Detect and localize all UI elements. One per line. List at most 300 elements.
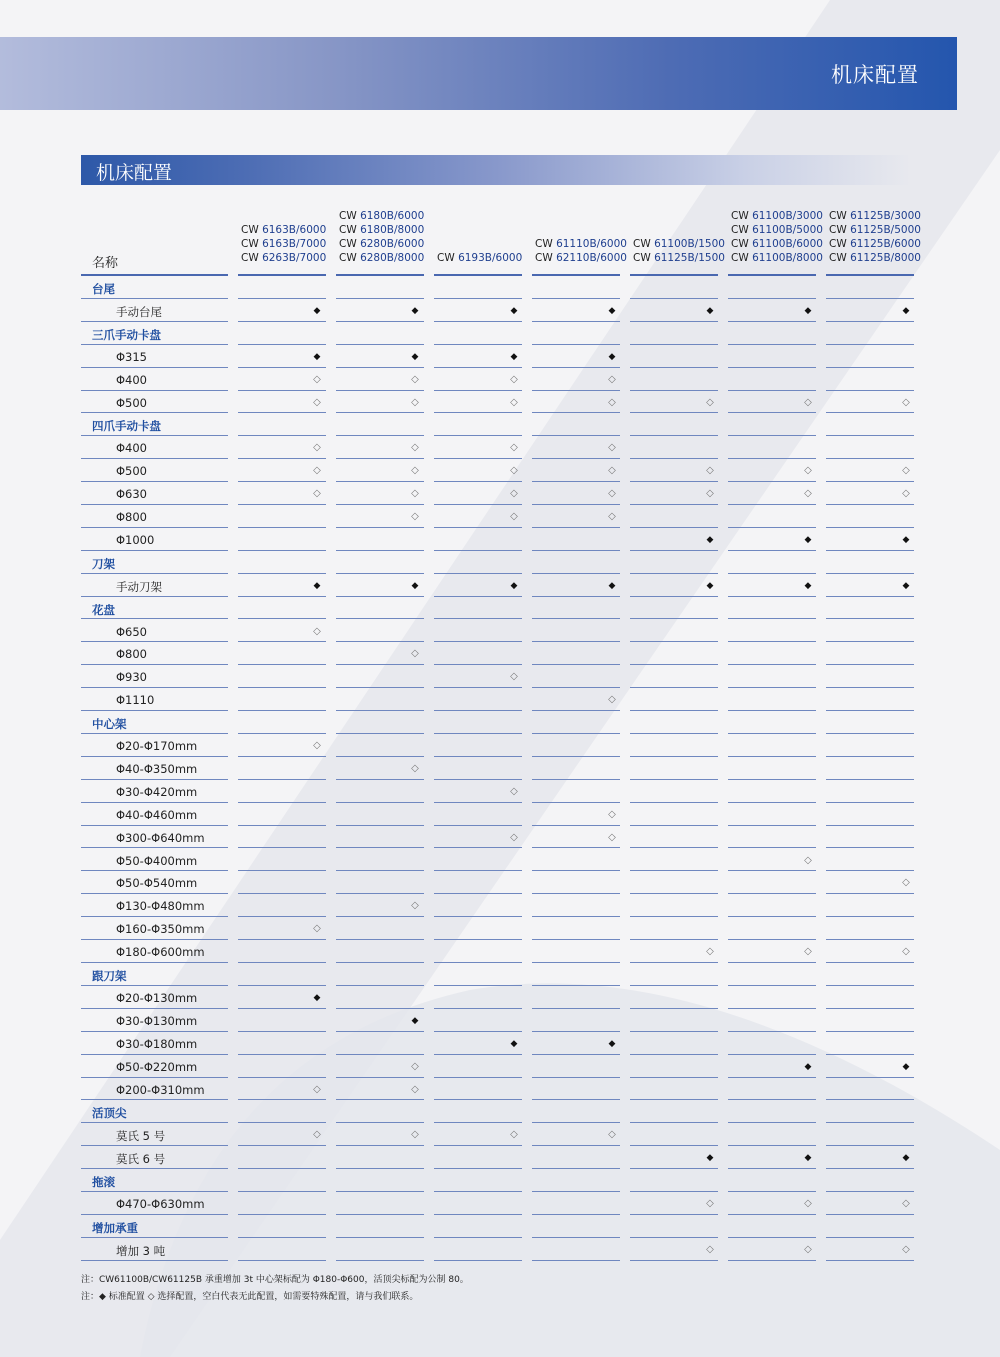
row-divider xyxy=(532,527,620,528)
row-divider xyxy=(728,779,816,780)
row-divider xyxy=(434,870,522,871)
row-divider xyxy=(532,596,620,597)
row-divider xyxy=(434,435,522,436)
row-divider xyxy=(81,596,228,597)
row-divider xyxy=(532,825,620,826)
row-divider xyxy=(81,641,228,642)
row-divider xyxy=(434,527,522,528)
category-label: 跟刀架 xyxy=(92,969,127,983)
row-divider xyxy=(81,870,228,871)
item-label: Φ650 xyxy=(116,624,148,639)
standard-mark: ◆ xyxy=(510,1038,518,1049)
optional-mark: ◇ xyxy=(608,442,616,454)
row-divider xyxy=(238,1191,326,1192)
row-divider xyxy=(81,985,228,986)
optional-mark: ◇ xyxy=(411,373,419,385)
optional-mark: ◇ xyxy=(313,396,321,408)
column-header-2 xyxy=(339,209,424,265)
row-divider xyxy=(238,481,326,482)
model-name: CW 61100B/6000 xyxy=(731,238,823,250)
column-header-7 xyxy=(829,209,921,265)
model-name: CW 61100B/8000 xyxy=(731,252,823,264)
row-divider xyxy=(81,1237,228,1238)
row-divider xyxy=(728,573,816,574)
optional-mark: ◇ xyxy=(411,648,419,660)
row-divider xyxy=(238,1145,326,1146)
header-divider xyxy=(826,274,914,276)
row-divider xyxy=(826,321,914,322)
standard-mark: ◆ xyxy=(706,305,714,316)
row-divider xyxy=(81,939,228,940)
row-divider xyxy=(630,1237,718,1238)
standard-mark: ◆ xyxy=(608,305,616,316)
standard-mark: ◆ xyxy=(608,1038,616,1049)
row-divider xyxy=(238,1008,326,1009)
header-divider xyxy=(238,274,326,276)
row-divider xyxy=(728,733,816,734)
item-label: 增加 3 吨 xyxy=(116,1243,166,1258)
model-name: CW 6163B/7000 xyxy=(241,238,327,250)
row-divider xyxy=(728,298,816,299)
row-divider xyxy=(630,687,718,688)
row-divider xyxy=(826,916,914,917)
row-divider xyxy=(238,367,326,368)
optional-mark: ◇ xyxy=(608,373,616,385)
row-divider xyxy=(532,710,620,711)
row-divider xyxy=(630,870,718,871)
row-divider xyxy=(728,1031,816,1032)
row-divider xyxy=(238,825,326,826)
row-divider xyxy=(81,1008,228,1009)
row-divider xyxy=(728,870,816,871)
row-divider xyxy=(238,298,326,299)
row-divider xyxy=(532,733,620,734)
standard-mark: ◆ xyxy=(804,1061,812,1072)
column-header-6 xyxy=(731,209,823,265)
standard-mark: ◆ xyxy=(608,580,616,591)
row-divider xyxy=(826,893,914,894)
item-label: Φ180-Φ600mm xyxy=(116,945,205,960)
optional-mark: ◇ xyxy=(804,465,812,477)
standard-mark: ◆ xyxy=(902,1153,910,1164)
row-divider xyxy=(81,756,228,757)
row-divider xyxy=(532,344,620,345)
row-divider xyxy=(532,390,620,391)
row-divider xyxy=(728,435,816,436)
row-divider xyxy=(532,1145,620,1146)
optional-mark: ◇ xyxy=(411,465,419,477)
row-divider xyxy=(336,1054,424,1055)
model-name: CW 61125B/6000 xyxy=(829,238,921,250)
standard-mark: ◆ xyxy=(411,1015,419,1026)
optional-mark: ◇ xyxy=(510,442,518,454)
row-divider xyxy=(434,710,522,711)
standard-mark: ◆ xyxy=(313,992,321,1003)
row-divider xyxy=(532,779,620,780)
row-divider xyxy=(238,527,326,528)
row-divider xyxy=(532,504,620,505)
row-divider xyxy=(728,321,816,322)
row-divider xyxy=(336,916,424,917)
standard-mark: ◆ xyxy=(804,580,812,591)
row-divider xyxy=(434,985,522,986)
row-divider xyxy=(238,1214,326,1215)
row-divider xyxy=(336,962,424,963)
row-divider xyxy=(826,435,914,436)
optional-mark: ◇ xyxy=(706,946,714,958)
row-divider xyxy=(336,1077,424,1078)
row-divider xyxy=(826,1008,914,1009)
row-divider xyxy=(434,1122,522,1123)
standard-mark: ◆ xyxy=(902,305,910,316)
row-divider xyxy=(81,664,228,665)
row-divider xyxy=(630,847,718,848)
row-divider xyxy=(728,1122,816,1123)
row-divider xyxy=(826,504,914,505)
row-divider xyxy=(434,1168,522,1169)
row-divider xyxy=(434,412,522,413)
item-label: Φ400 xyxy=(116,372,148,387)
header-divider xyxy=(532,274,620,276)
row-divider xyxy=(238,504,326,505)
row-divider xyxy=(336,481,424,482)
row-divider xyxy=(532,1054,620,1055)
footnote: 注：CW61100B/CW61125B 承重增加 3t 中心架标配为 Φ180-Φ600，活顶尖标配为公制 80。 xyxy=(81,1275,469,1285)
row-divider xyxy=(728,618,816,619)
row-divider xyxy=(336,1145,424,1146)
category-label: 活顶尖 xyxy=(92,1106,127,1121)
row-divider xyxy=(336,710,424,711)
row-divider xyxy=(238,618,326,619)
item-label: Φ50-Φ540mm xyxy=(116,876,198,891)
optional-mark: ◇ xyxy=(804,946,812,958)
optional-mark: ◇ xyxy=(608,511,616,522)
row-divider xyxy=(826,573,914,574)
standard-mark: ◆ xyxy=(411,580,419,591)
row-divider xyxy=(630,1168,718,1169)
row-divider xyxy=(434,1054,522,1055)
row-divider xyxy=(81,527,228,528)
row-divider xyxy=(532,1031,620,1032)
item-label: Φ40-Φ460mm xyxy=(116,807,198,822)
row-divider xyxy=(81,1031,228,1032)
item-label: Φ200-Φ310mm xyxy=(116,1082,205,1097)
row-divider xyxy=(336,504,424,505)
row-divider xyxy=(238,733,326,734)
row-divider xyxy=(532,367,620,368)
row-divider xyxy=(630,1031,718,1032)
row-divider xyxy=(434,847,522,848)
optional-mark: ◇ xyxy=(706,1243,714,1255)
model-name: CW 6163B/6000 xyxy=(241,224,327,236)
optional-mark: ◇ xyxy=(608,694,616,706)
row-divider xyxy=(336,527,424,528)
model-name: CW 61125B/1500 xyxy=(633,252,725,264)
row-divider xyxy=(630,779,718,780)
row-divider xyxy=(81,550,228,551)
row-divider xyxy=(434,458,522,459)
row-divider xyxy=(336,573,424,574)
row-divider xyxy=(434,481,522,482)
row-divider xyxy=(532,802,620,803)
optional-mark: ◇ xyxy=(608,808,616,820)
row-divider xyxy=(336,1214,424,1215)
row-divider xyxy=(728,1145,816,1146)
row-divider xyxy=(630,390,718,391)
row-divider xyxy=(630,756,718,757)
item-label: Φ500 xyxy=(116,395,148,410)
model-name: CW 61100B/3000 xyxy=(731,210,823,222)
row-divider xyxy=(238,1099,326,1100)
row-divider xyxy=(826,870,914,871)
standard-mark: ◆ xyxy=(902,534,910,545)
row-divider xyxy=(532,847,620,848)
row-divider xyxy=(81,779,228,780)
row-divider xyxy=(434,825,522,826)
row-divider xyxy=(336,985,424,986)
row-divider xyxy=(630,458,718,459)
optional-mark: ◇ xyxy=(902,1243,910,1255)
row-divider xyxy=(336,641,424,642)
section-title: 机床配置 xyxy=(96,162,173,184)
row-divider xyxy=(336,893,424,894)
optional-mark: ◇ xyxy=(902,465,910,477)
category-label: 三爪手动卡盘 xyxy=(92,327,161,342)
standard-mark: ◆ xyxy=(313,351,321,362)
row-divider xyxy=(434,550,522,551)
row-divider xyxy=(434,779,522,780)
item-label: Φ500 xyxy=(116,464,148,479)
row-divider xyxy=(532,1237,620,1238)
optional-mark: ◇ xyxy=(706,396,714,408)
optional-mark: ◇ xyxy=(804,1198,812,1209)
row-divider xyxy=(728,893,816,894)
row-divider xyxy=(630,893,718,894)
row-divider xyxy=(826,733,914,734)
row-divider xyxy=(434,1077,522,1078)
row-divider xyxy=(81,1214,228,1215)
row-divider xyxy=(532,1008,620,1009)
row-divider xyxy=(238,390,326,391)
row-divider xyxy=(238,641,326,642)
row-divider xyxy=(728,962,816,963)
row-divider xyxy=(728,1008,816,1009)
row-divider xyxy=(630,573,718,574)
standard-mark: ◆ xyxy=(902,1061,910,1072)
standard-mark: ◆ xyxy=(804,1153,812,1164)
item-label: Φ630 xyxy=(116,487,148,502)
row-divider xyxy=(434,916,522,917)
category-label: 四爪手动卡盘 xyxy=(92,419,161,434)
optional-mark: ◇ xyxy=(510,831,518,843)
optional-mark: ◇ xyxy=(608,1129,616,1141)
row-divider xyxy=(826,390,914,391)
item-label: 莫氏 6 号 xyxy=(116,1152,166,1167)
row-divider xyxy=(238,1031,326,1032)
row-divider xyxy=(238,1122,326,1123)
row-divider xyxy=(434,687,522,688)
row-divider xyxy=(826,756,914,757)
optional-mark: ◇ xyxy=(411,900,419,912)
row-divider xyxy=(728,1168,816,1169)
row-divider xyxy=(336,939,424,940)
row-divider xyxy=(826,298,914,299)
row-divider xyxy=(630,985,718,986)
row-divider xyxy=(81,458,228,459)
row-divider xyxy=(728,641,816,642)
standard-mark: ◆ xyxy=(706,1153,714,1164)
item-label: Φ315 xyxy=(116,349,148,364)
row-divider xyxy=(434,1237,522,1238)
row-divider xyxy=(81,1145,228,1146)
optional-mark: ◇ xyxy=(313,488,321,500)
row-divider xyxy=(826,687,914,688)
row-divider xyxy=(434,1031,522,1032)
row-divider xyxy=(826,458,914,459)
row-divider xyxy=(630,1191,718,1192)
row-divider xyxy=(238,779,326,780)
optional-mark: ◇ xyxy=(411,1129,419,1141)
row-divider xyxy=(434,1145,522,1146)
row-divider xyxy=(826,1031,914,1032)
item-label: Φ930 xyxy=(116,670,148,685)
row-divider xyxy=(434,962,522,963)
row-divider xyxy=(630,618,718,619)
row-divider xyxy=(238,1077,326,1078)
row-divider xyxy=(336,1031,424,1032)
row-divider xyxy=(434,1260,522,1261)
category-label: 拖滚 xyxy=(92,1175,115,1190)
optional-mark: ◇ xyxy=(804,1243,812,1255)
row-divider xyxy=(630,1122,718,1123)
row-divider xyxy=(728,550,816,551)
model-name: CW 6180B/8000 xyxy=(339,224,425,236)
row-divider xyxy=(434,344,522,345)
row-divider xyxy=(434,573,522,574)
row-divider xyxy=(81,1077,228,1078)
row-divider xyxy=(728,596,816,597)
category-label: 中心架 xyxy=(92,717,127,732)
row-divider xyxy=(532,1260,620,1261)
optional-mark: ◇ xyxy=(411,488,419,500)
row-divider xyxy=(728,756,816,757)
item-label: Φ30-Φ130mm xyxy=(116,1013,198,1028)
row-divider xyxy=(826,802,914,803)
row-divider xyxy=(532,550,620,551)
row-divider xyxy=(238,550,326,551)
row-divider xyxy=(81,825,228,826)
optional-mark: ◇ xyxy=(411,1083,419,1095)
standard-mark: ◆ xyxy=(313,305,321,316)
optional-mark: ◇ xyxy=(510,396,518,408)
optional-mark: ◇ xyxy=(411,396,419,408)
model-name: CW 61100B/1500 xyxy=(633,238,725,250)
row-divider xyxy=(81,412,228,413)
row-divider xyxy=(238,1237,326,1238)
row-divider xyxy=(630,733,718,734)
row-divider xyxy=(826,985,914,986)
row-divider xyxy=(336,435,424,436)
row-divider xyxy=(532,1214,620,1215)
row-divider xyxy=(728,481,816,482)
header-divider xyxy=(728,274,816,276)
row-divider xyxy=(238,344,326,345)
row-divider xyxy=(630,664,718,665)
row-divider xyxy=(728,916,816,917)
row-divider xyxy=(826,367,914,368)
optional-mark: ◇ xyxy=(608,396,616,408)
optional-mark: ◇ xyxy=(510,671,518,683)
item-label: Φ20-Φ130mm xyxy=(116,990,198,1005)
optional-mark: ◇ xyxy=(313,465,321,477)
row-divider xyxy=(434,939,522,940)
model-name: CW 61100B/5000 xyxy=(731,224,823,236)
row-divider xyxy=(238,939,326,940)
column-header-1 xyxy=(241,223,326,265)
optional-mark: ◇ xyxy=(411,1060,419,1072)
model-name: CW 6280B/6000 xyxy=(339,238,425,250)
optional-mark: ◇ xyxy=(804,488,812,500)
optional-mark: ◇ xyxy=(510,511,518,522)
optional-mark: ◇ xyxy=(510,373,518,385)
row-divider xyxy=(826,1237,914,1238)
row-divider xyxy=(728,1054,816,1055)
row-divider xyxy=(434,321,522,322)
row-divider xyxy=(630,939,718,940)
row-divider xyxy=(238,664,326,665)
row-divider xyxy=(238,435,326,436)
row-divider xyxy=(728,1260,816,1261)
row-divider xyxy=(434,367,522,368)
row-divider xyxy=(630,435,718,436)
row-divider xyxy=(630,596,718,597)
row-divider xyxy=(336,367,424,368)
row-divider xyxy=(81,1260,228,1261)
item-label: Φ50-Φ400mm xyxy=(116,853,198,868)
item-label: Φ50-Φ220mm xyxy=(116,1059,198,1074)
optional-mark: ◇ xyxy=(510,465,518,477)
optional-mark: ◇ xyxy=(706,465,714,477)
optional-mark: ◇ xyxy=(804,396,812,408)
row-divider xyxy=(336,1008,424,1009)
optional-mark: ◇ xyxy=(510,785,518,797)
standard-mark: ◆ xyxy=(411,305,419,316)
optional-mark: ◇ xyxy=(313,923,321,935)
standard-mark: ◆ xyxy=(313,580,321,591)
category-label: 花盘 xyxy=(92,602,115,617)
optional-mark: ◇ xyxy=(313,442,321,454)
row-divider xyxy=(728,527,816,528)
row-divider xyxy=(826,962,914,963)
row-divider xyxy=(81,710,228,711)
row-divider xyxy=(630,710,718,711)
row-divider xyxy=(826,1099,914,1100)
row-divider xyxy=(81,504,228,505)
item-label: Φ1110 xyxy=(116,693,155,708)
row-divider xyxy=(238,412,326,413)
row-divider xyxy=(532,1122,620,1123)
row-divider xyxy=(826,1077,914,1078)
row-divider xyxy=(434,596,522,597)
optional-mark: ◇ xyxy=(411,511,419,522)
model-name: CW 61125B/5000 xyxy=(829,224,921,236)
row-divider xyxy=(336,321,424,322)
row-divider xyxy=(826,847,914,848)
optional-mark: ◇ xyxy=(902,1198,910,1209)
row-divider xyxy=(630,1054,718,1055)
row-divider xyxy=(81,962,228,963)
footnote: 注：◆ 标准配置 ◇ 选择配置，空白代表无此配置，如需要特殊配置，请与我们联系。 xyxy=(81,1292,419,1302)
